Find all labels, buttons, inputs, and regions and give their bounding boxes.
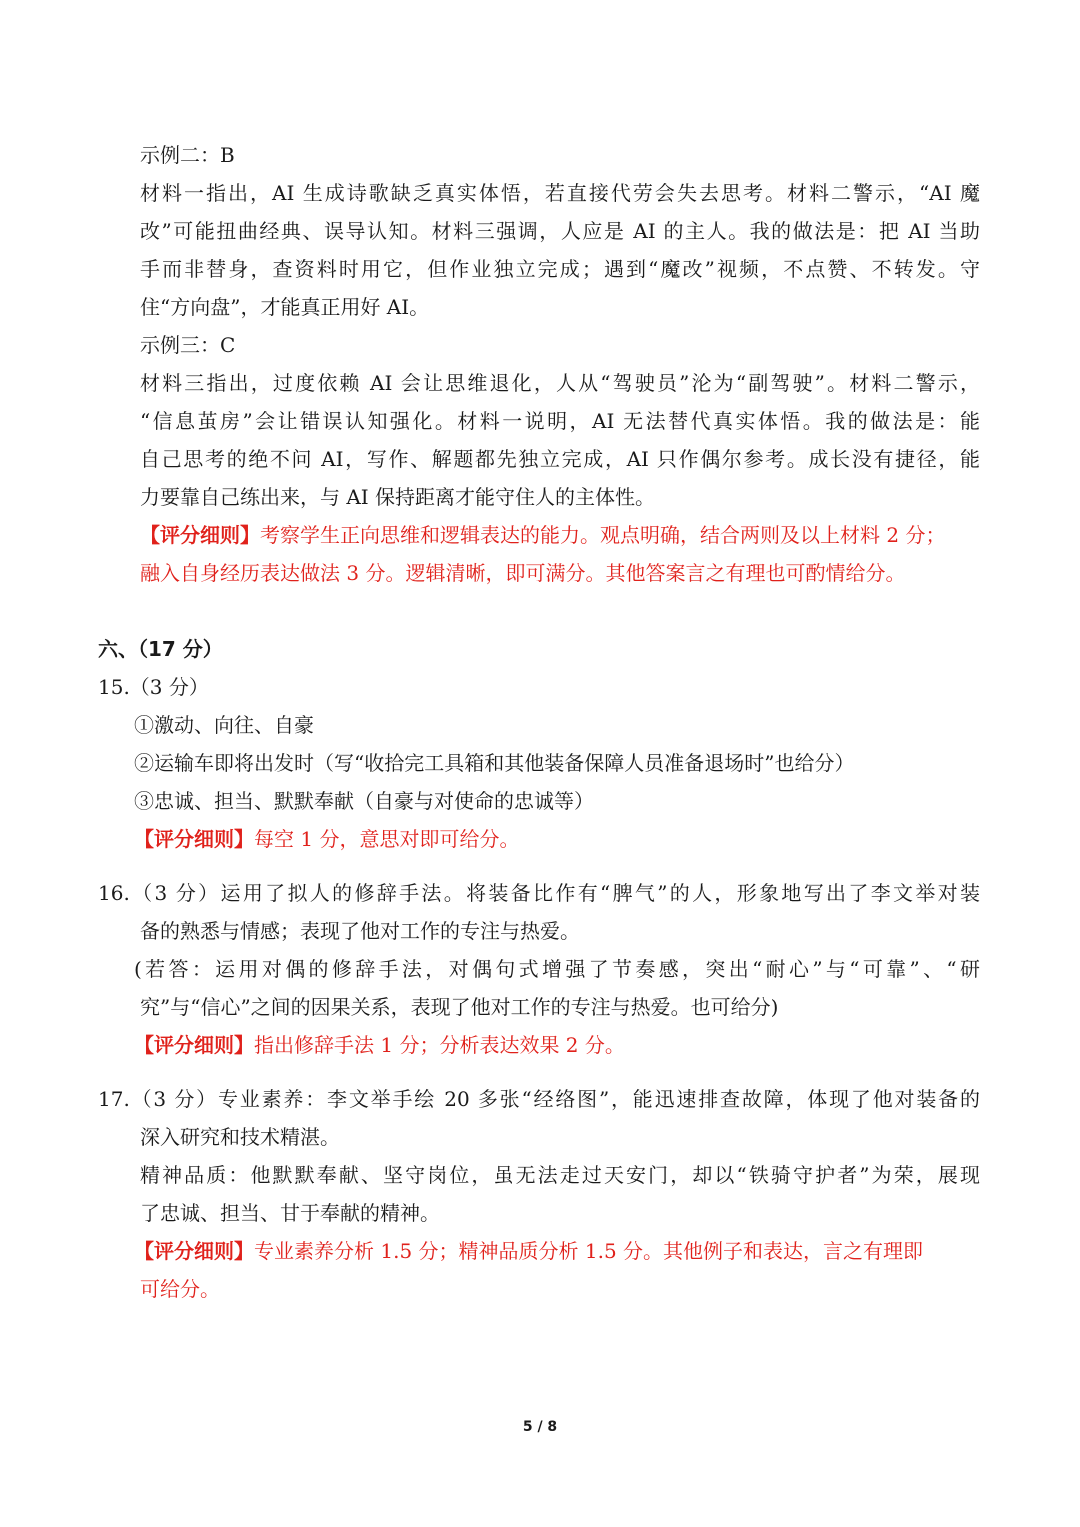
q15-number: 15.（3 分） <box>98 675 209 699</box>
example-2-line-4: 住“方向盘”，才能真正用好 AI。 <box>140 295 430 319</box>
scoring-rule-tag: 【评分细则】 <box>140 523 260 547</box>
scoring-rule-text: 考察学生正向思维和逻辑表达的能力。观点明确，结合两则及以上材料 2 分； <box>260 523 946 547</box>
example-3-title: 示例三：C <box>140 333 236 357</box>
example-3-line-1: 材料三指出，过度依赖 AI 会让思维退化，人从“驾驶员”沦为“副驾驶”。材料二警示， <box>140 371 980 395</box>
example-2-line-3: 手而非替身，查资料时用它，但作业独立完成；遇到“魔改”视频，不点赞、不转发。守 <box>140 257 980 281</box>
scoring-rule-q16 <box>134 1031 625 1059</box>
scoring-rule-q17 <box>134 1237 980 1265</box>
scoring-rule-sec5-line-2: 融入自身经历表达做法 3 分。逻辑清晰，即可满分。其他答案言之有理也可酌情给分。 <box>140 561 906 585</box>
example-2-title: 示例二：B <box>140 143 235 167</box>
q17-line-4: 了忠诚、担当、甘于奉献的精神。 <box>140 1201 440 1225</box>
q17-line-2: 深入研究和技术精湛。 <box>140 1125 340 1149</box>
example-3-line-4: 力要靠自己练出来，与 AI 保持距离才能守住人的主体性。 <box>140 485 656 509</box>
example-3-line-2: “信息茧房”会让错误认知强化。材料一说明，AI 无法替代真实体悟。我的做法是：能 <box>140 409 980 433</box>
q16-line-3: (若答：运用对偶的修辞手法，对偶句式增强了节奏感，突出“耐心”与“可靠”、“研 <box>134 957 980 981</box>
q16-line-1: 16.（3 分）运用了拟人的修辞手法。将装备比作有“脾气”的人，形象地写出了李文举对装 <box>98 881 980 905</box>
scoring-rule-q15 <box>134 825 519 853</box>
example-2-line-1: 材料一指出，AI 生成诗歌缺乏真实体悟，若直接代劳会失去思考。材料二警示，“AI 魔 <box>140 181 980 205</box>
section-6-heading: 六、（17 分） <box>98 637 223 661</box>
q16-line-4: 究”与“信心”之间的因果关系，表现了他对工作的专注与热爱。也可给分) <box>140 995 779 1019</box>
q17-line-1: 17.（3 分）专业素养：李文举手绘 20 多张“经络图”，能迅速排查故障，体现了他对装备的 <box>98 1087 980 1111</box>
q15-answer-3: ③忠诚、担当、默默奉献（自豪与对使命的忠诚等） <box>134 789 594 813</box>
q16-line-2: 备的熟悉与情感；表现了他对工作的专注与热爱。 <box>140 919 580 943</box>
q15-answer-2: ②运输车即将出发时（写“收拾完工具箱和其他装备保障人员准备退场时”也给分） <box>134 751 855 775</box>
scoring-rule-q17-line-2: 可给分。 <box>140 1277 220 1301</box>
scoring-rule-text: 每空 1 分，意思对即可给分。 <box>254 827 520 851</box>
example-3-line-3: 自己思考的绝不问 AI，写作、解题都先独立完成，AI 只作偶尔参考。成长没有捷径，能 <box>140 447 980 471</box>
scoring-rule-tag: 【评分细则】 <box>134 827 254 851</box>
scoring-rule-sec5 <box>140 521 980 549</box>
scoring-rule-text: 指出修辞手法 1 分；分析表达效果 2 分。 <box>254 1033 625 1057</box>
scoring-rule-tag: 【评分细则】 <box>134 1033 254 1057</box>
scoring-rule-text: 专业素养分析 1.5 分；精神品质分析 1.5 分。其他例子和表达，言之有理即 <box>254 1239 924 1263</box>
q17-line-3: 精神品质：他默默奉献、坚守岗位，虽无法走过天安门，却以“铁骑守护者”为荣，展现 <box>140 1163 980 1187</box>
page-number: 5 / 8 <box>522 1419 558 1435</box>
scoring-rule-tag: 【评分细则】 <box>134 1239 254 1263</box>
q15-answer-1: ①激动、向往、自豪 <box>134 713 314 737</box>
example-2-line-2: 改”可能扭曲经典、误导认知。材料三强调，人应是 AI 的主人。我的做法是：把 AI 当助 <box>140 219 980 243</box>
